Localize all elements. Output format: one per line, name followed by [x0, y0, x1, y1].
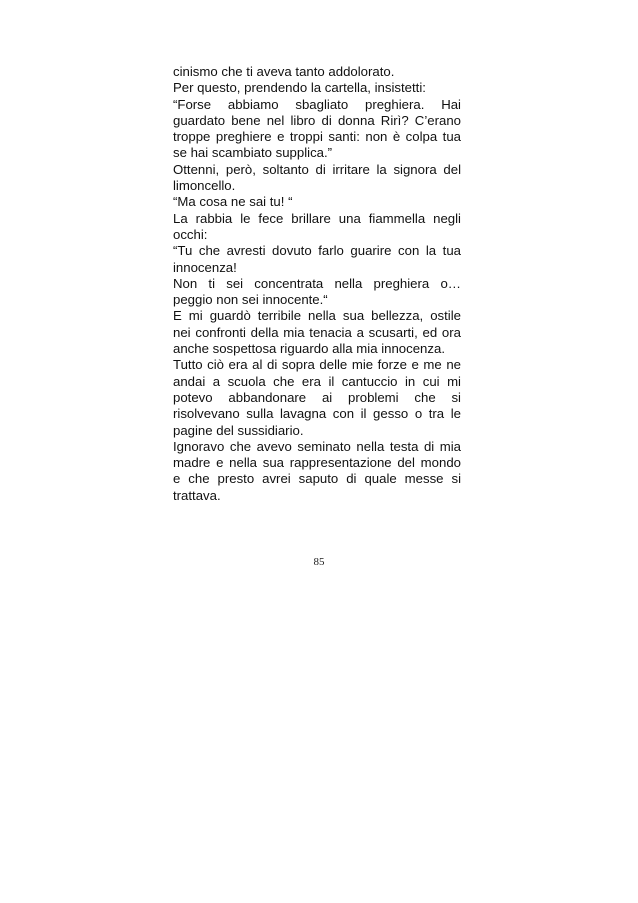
text-line: e che presto avrei saputo di quale messe si [173, 471, 461, 487]
text-line: Ignoravo che avevo seminato nella testa di mia [173, 438, 461, 454]
text-line: “Ma cosa ne sai tu! “ [173, 194, 293, 210]
text-line: potevo abbandonare ai problemi che si [173, 389, 461, 405]
text-line: trattava. [173, 487, 221, 503]
text-line: La rabbia le fece brillare una fiammella negli [173, 210, 461, 226]
page-number: 85 [313, 556, 325, 568]
text-line: se hai scambiato supplica.” [173, 145, 333, 161]
text-line: andai a scuola che era il cantuccio in cui mi [173, 373, 461, 389]
body-text [173, 64, 461, 504]
text-line: troppe preghiere e troppi santi: non è colpa tua [173, 129, 461, 145]
text-line: limoncello. [173, 178, 236, 194]
text-line: Ottenni, però, soltanto di irritare la signora del [173, 161, 461, 177]
text-line: cinismo che ti aveva tanto addolorato. [173, 64, 395, 79]
text-line: risolvevano sulla lavagna con il gesso o tra le [173, 406, 461, 422]
text-line: Non ti sei concentrata nella preghiera o… [173, 275, 461, 291]
text-line: Per questo, prendendo la cartella, insistetti: [173, 80, 426, 96]
text-line: madre e nella sua rappresentazione del mondo [173, 455, 461, 471]
text-line: peggio non sei innocente.“ [173, 292, 328, 308]
text-line: occhi: [173, 226, 208, 242]
text-line: pagine del sussidiario. [173, 422, 304, 438]
text-line: innocenza! [173, 259, 237, 275]
text-line: E mi guardò terribile nella sua bellezza, ostile [173, 308, 461, 324]
text-line: “Forse abbiamo sbagliato preghiera. Hai [173, 96, 461, 112]
text-line: anche sospettosa riguardo alla mia innocenza. [173, 341, 445, 357]
text-line: nei confronti della mia tenacia a scusarti, ed ora [173, 324, 461, 340]
text-line: Tutto ciò era al di sopra delle mie forze e me ne [173, 357, 461, 373]
text-line: guardato bene nel libro di donna Rirì? C’erano [173, 112, 461, 128]
text-line: “Tu che avresti dovuto farlo guarire con la tua [173, 243, 461, 259]
